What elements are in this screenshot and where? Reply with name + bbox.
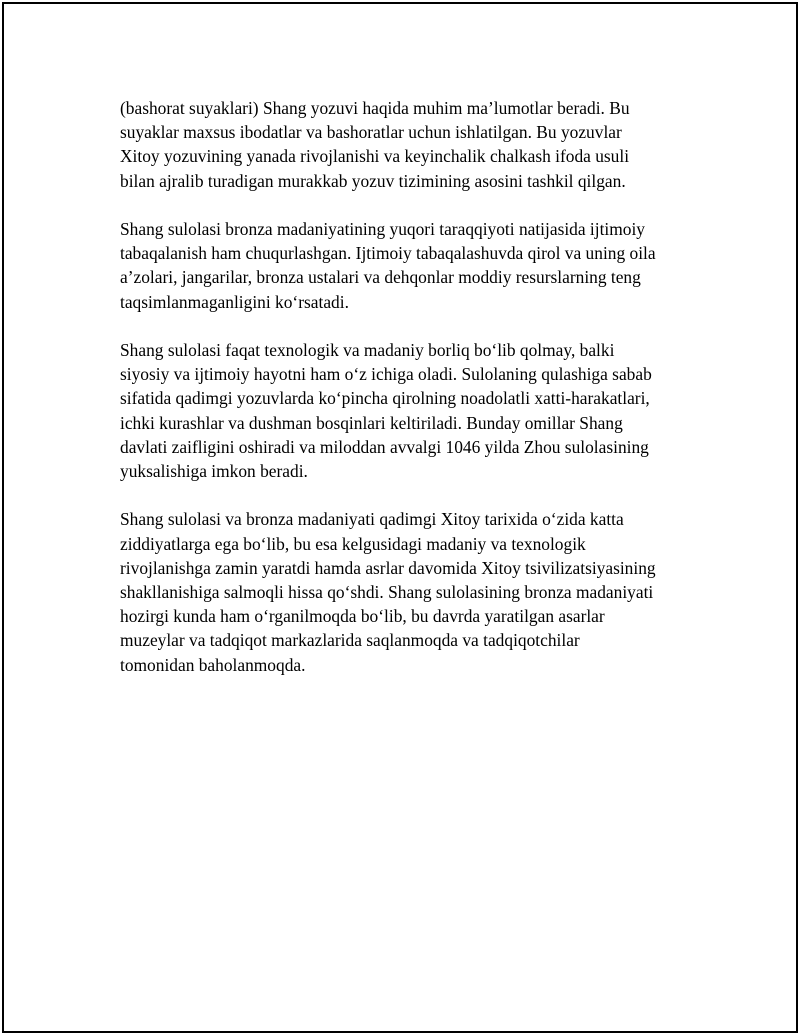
text-line: tabaqalanish ham chuqurlashgan. Ijtimoiy tabaqalashuvda qirol va uning oila	[120, 243, 656, 264]
text-line: muzeylar va tadqiqot markazlarida saqlanmoqda va tadqiqotchilar	[120, 630, 580, 651]
text-line: ziddiyatlarga ega boʻlib, bu esa kelgusidagi madaniy va texnologik	[120, 533, 586, 554]
paragraph-3	[120, 338, 710, 483]
text-line: ichki kurashlar va dushman bosqinlari keltiriladi. Bunday omillar Shang	[120, 412, 623, 433]
text-line: rivojlanishga zamin yaratdi hamda asrlar davomida Xitoy tsivilizatsiyasining	[120, 557, 656, 578]
text-line: shakllanishiga salmoqli hissa qoʻshdi. Shang sulolasining bronza madaniyati	[120, 582, 654, 603]
text-line: siyosiy va ijtimoiy hayotni ham oʻz ichiga oladi. Sulolaning qulashiga sabab	[120, 364, 652, 385]
text-line: suyaklar maxsus ibodatlar va bashoratlar uchun ishlatilgan. Bu yozuvlar	[120, 122, 622, 143]
text-line: tomonidan baholanmoqda.	[120, 654, 306, 675]
text-line: aʼzolari, jangarilar, bronza ustalari va dehqonlar moddiy resurslarning teng	[120, 267, 641, 288]
text-line: davlati zaifligini oshiradi va miloddan avvalgi 1046 yilda Zhou sulolasining	[120, 436, 649, 457]
paragraph-2	[120, 217, 710, 314]
text-line: taqsimlanmaganligini koʻrsatadi.	[120, 291, 349, 312]
text-line: Shang sulolasi bronza madaniyatining yuqori taraqqiyoti natijasida ijtimoiy	[120, 219, 646, 239]
text-line: bilan ajralib turadigan murakkab yozuv tizimining asosini tashkil qilgan.	[120, 170, 626, 191]
text-line: Shang sulolasi faqat texnologik va madaniy borliq boʻlib qolmay, balki	[120, 340, 615, 360]
text-line: (bashorat suyaklari) Shang yozuvi haqida muhim maʼlumotlar beradi. Bu	[120, 98, 630, 118]
document-body	[120, 96, 710, 701]
text-line: yuksalishiga imkon beradi.	[120, 461, 308, 482]
text-line: Xitoy yozuvining yanada rivojlanishi va keyinchalik chalkash ifoda usuli	[120, 146, 630, 167]
document-page	[2, 2, 798, 1033]
paragraph-4	[120, 507, 710, 676]
text-line: hozirgi kunda ham oʻrganilmoqda boʻlib, bu davrda yaratilgan asarlar	[120, 606, 605, 627]
text-line: sifatida qadimgi yozuvlarda koʻpincha qirolning noadolatli xatti-harakatlari,	[120, 388, 650, 409]
text-line: Shang sulolasi va bronza madaniyati qadimgi Xitoy tarixida oʻzida katta	[120, 509, 624, 530]
paragraph-1	[120, 96, 710, 193]
